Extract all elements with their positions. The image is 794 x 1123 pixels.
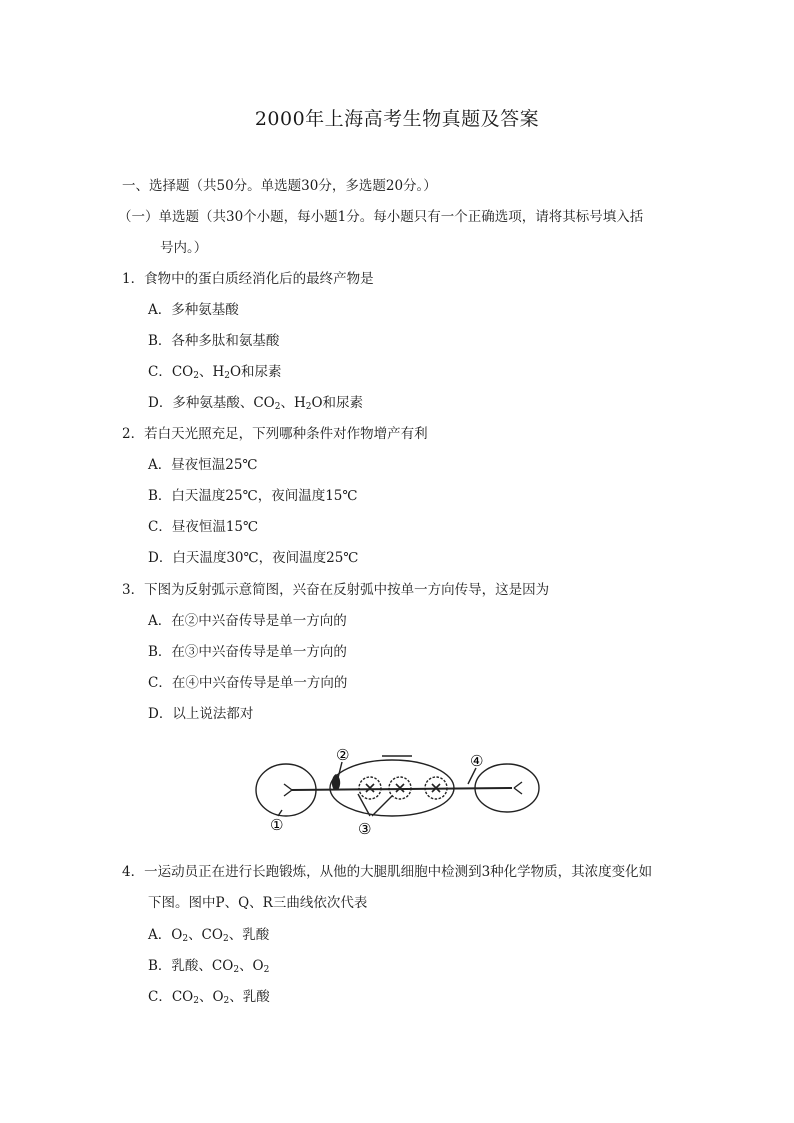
question-1-option-d: D．多种氨基酸、$CO_2$、$H_2O$和尿素 [148,395,364,412]
receptor-ending [284,784,292,796]
question-2-option-a: A．昼夜恒温25℃ [148,457,258,473]
label-2: ② [336,746,350,764]
question-3-option-b: B．在③中兴奋传导是单一方向的 [148,644,347,660]
label-3: ③ [358,820,372,838]
question-2-option-b: B．白天温度25℃，夜间温度15℃ [148,488,358,504]
question-1-stem: 1．食物中的蛋白质经消化后的最终产物是 [122,271,374,287]
question-4-stem-line1: 4．一运动员正在进行长跑锻炼，从他的大腿肌细胞中检测到3种化学物质，其浓度变化如 [122,864,653,880]
question-2-option-c: C．昼夜恒温15℃ [148,519,259,535]
section-heading: 一、选择题（共50分。单选题30分，多选题20分。） [122,178,437,194]
page-title: 2000年上海高考生物真题及答案 [254,108,540,130]
subsection-heading-line1: （一）单选题（共30个小题，每小题1分。每小题只有一个正确选项，请将其标号填入括 [118,209,644,225]
pointer-3b [372,796,392,816]
question-2-option-d: D．白天温度30℃，夜间温度25℃ [148,550,359,566]
label-4: ④ [470,752,484,770]
question-3-stem: 3．下图为反射弧示意简图，兴奋在反射弧中按单一方向传导，这是因为 [122,582,550,598]
effector-ending [514,782,522,794]
question-4-option-c: C．$CO_2$、$O_2$、乳酸 [148,989,270,1006]
question-3-option-c: C．在④中兴奋传导是单一方向的 [148,675,348,691]
question-4-option-b: B．乳酸、$CO_2$、$O_2$ [148,958,270,975]
pointer-4 [468,768,476,784]
subsection-heading-line2: 号内。） [160,240,208,256]
reflex-arc-diagram [252,744,548,840]
question-1-option-a: A．多种氨基酸 [148,302,239,318]
question-3-option-a: A．在②中兴奋传导是单一方向的 [148,613,347,629]
label-1: ① [270,816,284,834]
question-2-stem: 2．若白天光照充足，下列哪种条件对作物增产有利 [122,426,428,442]
question-3-option-d: D．以上说法都对 [148,706,254,722]
question-4-stem-line2: 下图。图中P、Q、R三曲线依次代表 [148,895,368,911]
question-1-option-b: B．各种多肽和氨基酸 [148,333,280,349]
question-1-option-c: C．$CO_2$、$H_2O$和尿素 [148,364,282,381]
question-4-option-a: A．$O_2$、$CO_2$、乳酸 [148,927,270,944]
